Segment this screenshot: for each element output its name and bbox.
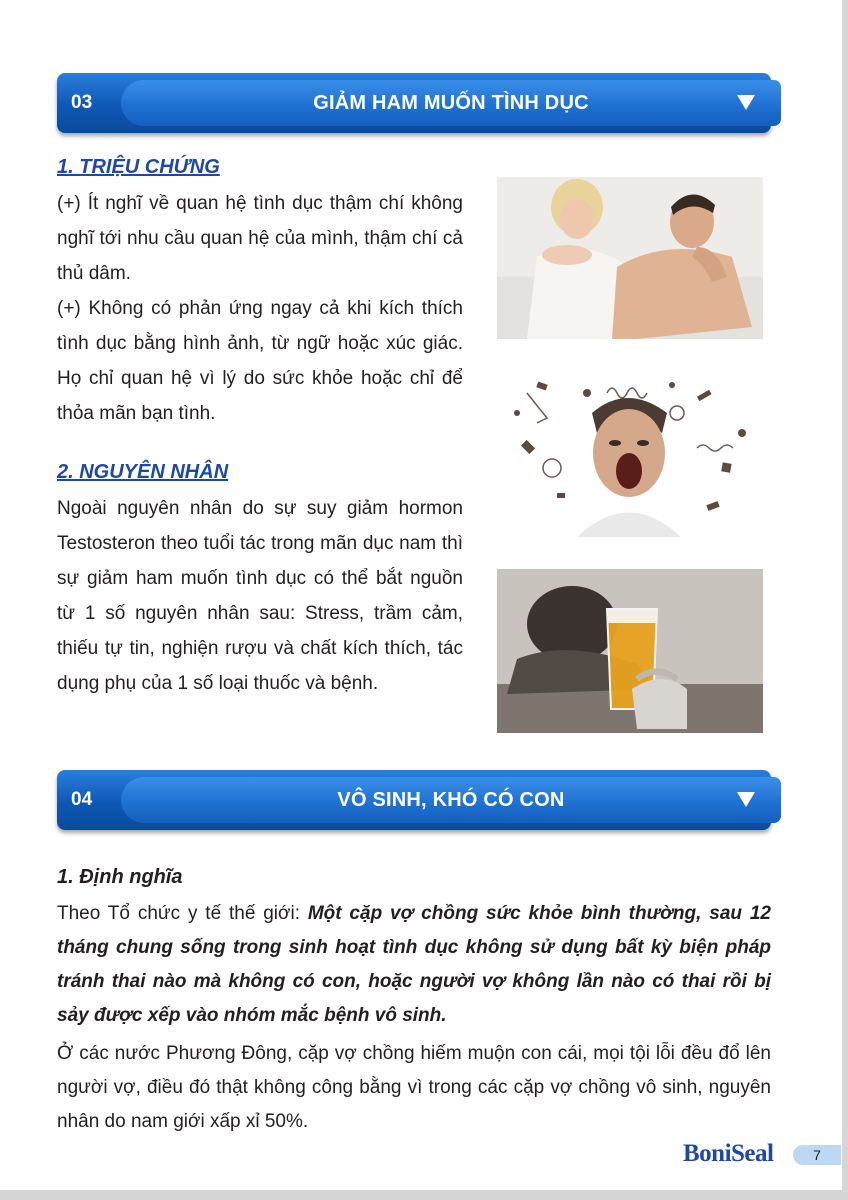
causes-heading: 2. NGUYÊN NHÂN [57, 461, 229, 483]
causes-text [57, 491, 463, 701]
section-title: GIẢM HAM MUỐN TÌNH DỤC [313, 91, 589, 114]
section-03-header[interactable] [57, 73, 771, 133]
section-title: VÔ SINH, KHÓ CÓ CON [337, 788, 565, 811]
symptoms-text [57, 186, 463, 431]
section-04-header[interactable] [57, 770, 771, 830]
chevron-down-icon[interactable] [737, 95, 755, 110]
brand-logo: BoniSeal [683, 1140, 774, 1167]
definition-bold: Một cặp vợ chồng sức khỏe bình thường, sau 12 tháng chung sống trong sinh hoạt tình dục không sử dụng bất kỳ biện pháp tránh thai nào mà không có con, hoặc người vợ không lần nào có thai rồi bị sảy được xếp vào nhóm mắc bệnh vô sinh. [57, 903, 771, 1026]
symptoms-heading: 1. TRIỆU CHỨNG [57, 156, 220, 178]
chevron-down-icon[interactable] [737, 792, 755, 807]
couple-photo [497, 177, 763, 339]
page-edge-right [842, 0, 848, 1190]
section-number: 04 [71, 789, 93, 810]
east-paragraph: Ở các nước Phương Đông, cặp vợ chồng hiếm muộn con cái, mọi tội lỗi đều đổ lên người vợ, điều đó thật không công bằng vì trong các cặp vợ chồng vô sinh, nguyên nhân do nam giới xấp xỉ 50%. [57, 1043, 771, 1132]
symptoms-paragraph-2: (+) Không có phản ứng ngay cả khi kích thích tình dục bằng hình ảnh, từ ngữ hoặc xúc giác. Họ chỉ quan hệ vì lý do sức khỏe hoặc chỉ để thỏa mãn bạn tình. [57, 298, 463, 424]
alcohol-photo [497, 569, 763, 733]
page-number: 7 [793, 1145, 841, 1165]
section-title-box [121, 80, 781, 126]
causes-paragraph: Ngoài nguyên nhân do sự suy giảm hormon Testosteron theo tuổi tác trong mãn dục nam thì sự giảm ham muốn tình dục có thể bắt nguồn từ 1 số nguyên nhân sau: Stress, trầm cảm, thiếu tự tin, nghiện rượu và chất kích thích, tác dụng phụ của 1 số loại thuốc và bệnh. [57, 498, 463, 694]
section-number: 03 [71, 92, 93, 113]
stress-photo [497, 373, 763, 537]
definition-paragraph [57, 897, 771, 1033]
section-title-box [121, 777, 781, 823]
definition-heading: 1. Định nghĩa [57, 866, 183, 888]
symptoms-paragraph-1: (+) Ít nghĩ về quan hệ tình dục thậm chí không nghĩ tới nhu cầu quan hệ của mình, thậm chí cả thủ dâm. [57, 193, 463, 284]
definition-lead: Theo Tổ chức y tế thế giới: [57, 903, 308, 924]
page-edge-bottom [0, 1190, 848, 1200]
